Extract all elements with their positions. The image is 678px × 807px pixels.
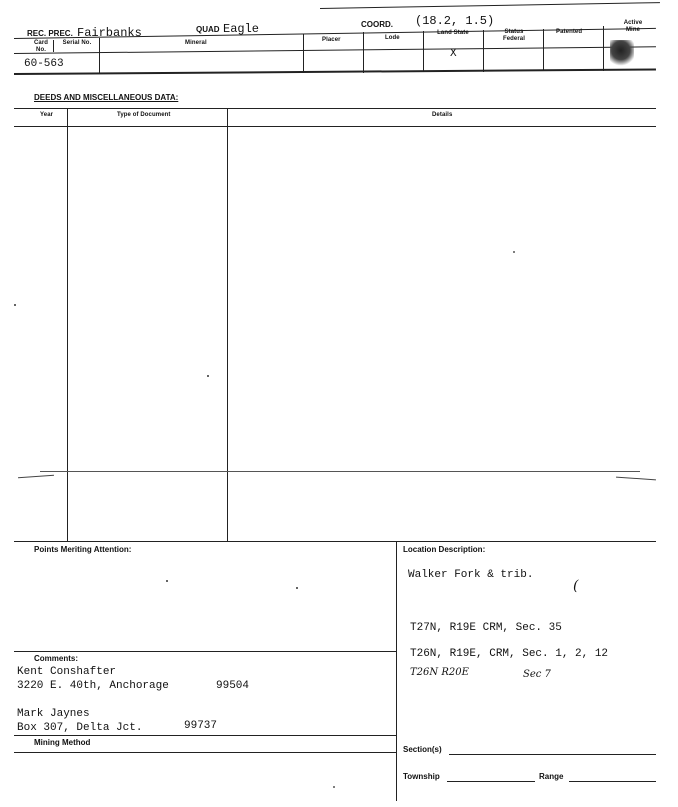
deeds-header-line (14, 126, 656, 127)
mining-top-line (14, 735, 396, 736)
col-patented: Patented (556, 29, 583, 35)
rec-prec-label: REC. PREC. (27, 29, 73, 38)
sections-label: Section(s) (403, 745, 442, 754)
header-divider-serial (99, 38, 100, 74)
col-placer: Placer (322, 37, 341, 43)
edge-mark-right (616, 477, 656, 481)
speck (166, 580, 168, 582)
col-year: Year (40, 112, 54, 118)
col-lode: Lode (385, 35, 400, 41)
col-active-mine: Active Mine (623, 20, 643, 33)
deeds-top-line (14, 108, 656, 109)
mining-bottom-line (14, 752, 396, 753)
comment-zip-2: 99737 (184, 720, 218, 732)
speck (207, 375, 209, 377)
comment-address-2: Box 307, Delta Jct. (17, 722, 143, 734)
township-label: Township (403, 772, 440, 781)
col-land-state: Land State (437, 30, 469, 36)
location-line3: T26N, R19E, CRM, Sec. 1, 2, 12 (410, 648, 609, 660)
col-type-of-document: Type of Document (117, 112, 171, 118)
location-paren-mark: ( (573, 578, 579, 594)
header-line-2 (14, 46, 656, 54)
edge-mark-left (18, 475, 54, 479)
col-mineral: Mineral (185, 40, 207, 46)
deeds-divider-year (67, 108, 68, 541)
smudge-mark (610, 40, 634, 66)
rec-prec-value: Fairbanks (77, 26, 142, 40)
col-details: Details (432, 112, 453, 118)
comment-name-1: Kent Conshafter (17, 666, 117, 678)
col-card-no: Card No. (33, 40, 49, 53)
location-line4a: T26N R20E (410, 667, 469, 678)
header-divider-land (483, 30, 484, 72)
sections-field (449, 754, 656, 755)
location-label: Location Description: (403, 545, 486, 554)
quad-label: QUAD (196, 25, 220, 34)
deeds-bottom-line (14, 541, 656, 542)
location-line2: T27N, R19E CRM, Sec. 35 (410, 622, 562, 634)
lower-center-divider (396, 541, 397, 801)
card-no-value: 60-563 (24, 58, 64, 70)
speck (333, 786, 335, 788)
header-divider-lode (423, 31, 424, 72)
header-divider-mineral (303, 34, 304, 73)
deeds-divider-type (227, 108, 228, 541)
comments-label: Comments: (34, 654, 79, 663)
mining-label: Mining Method (34, 738, 91, 747)
quad-value: Eagle (223, 22, 260, 36)
top-rule (320, 2, 660, 9)
speck (14, 304, 16, 306)
header-divider-patented (603, 26, 604, 71)
points-label: Points Meriting Attention: (34, 545, 132, 554)
comment-name-2: Mark Jaynes (17, 708, 90, 720)
location-line1: Walker Fork & trib. (408, 569, 534, 581)
deeds-title: DEEDS AND MISCELLANEOUS DATA: (34, 93, 179, 102)
comment-zip-1: 99504 (216, 680, 250, 692)
col-serial-no: Serial No. (62, 40, 92, 46)
coord-label: COORD. (361, 20, 393, 29)
header-divider-card (53, 40, 54, 52)
township-field (447, 781, 535, 782)
coord-value: (18.2, 1.5) (415, 14, 495, 28)
header-divider-status (543, 29, 544, 71)
speck (513, 251, 515, 253)
header-line-3 (14, 69, 656, 75)
location-line4b: Sec 7 (523, 669, 551, 680)
range-field (569, 781, 656, 782)
comment-address-1: 3220 E. 40th, Anchorage (17, 680, 169, 692)
land-state-mark: X (450, 48, 457, 60)
col-status-federal: Status Federal (502, 29, 526, 42)
header-divider-placer (363, 32, 364, 73)
comments-top-line (14, 651, 396, 652)
range-label: Range (539, 772, 564, 781)
speck (296, 587, 298, 589)
deeds-mid-line (40, 471, 640, 472)
